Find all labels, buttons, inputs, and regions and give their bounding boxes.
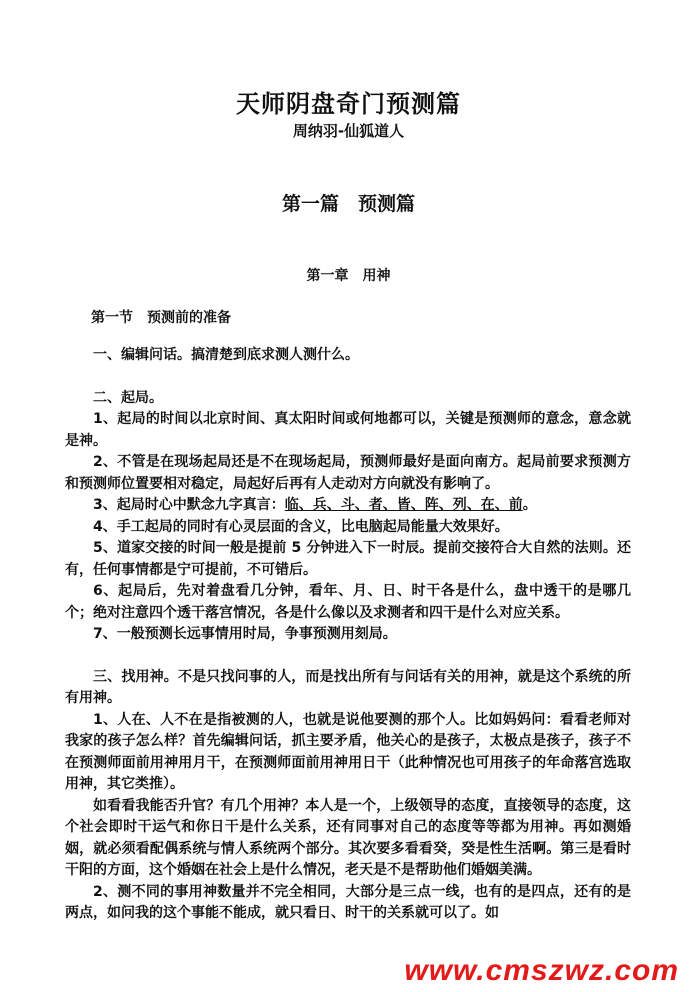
chapter-heading: 第一章 用神 [306,268,391,284]
item3-prefix: 3、起局时心中默念九字真言： [93,497,285,513]
paragraph: 6、起局后，先对着盘看几分钟，看年、月、日、时干各是什么，盘中透干的是哪几个；绝对注意四个透干落宫情况，各是什么像以及求测者和四干是什么对应关系。 [65,583,631,621]
paragraph: 2、测不同的事用神数量并不完全相同，大部分是三点一线，也有的是四点，还有的是两点，如问我的这个事能不能成，就只看日、时干的关系就可以了。如 [65,883,631,921]
mantra-underlined: 临、兵、斗、者、皆、阵、列、在、前 [284,497,523,513]
paragraph: 三、找用神。不是只找问事的人，而是找出所有与问话有关的用神，就是这个系统的所有用神。 [65,668,631,706]
document-title: 天师阴盘奇门预测篇 [236,90,461,118]
part-heading: 第一篇 预测篇 [281,193,415,215]
paragraph: 4、手工起局的同时有心灵层面的含义，比电脑起局能量大效果好。 [93,518,509,535]
paragraph: 二、起局。 [93,389,163,406]
paragraph: 如看看我能否升官？有几个用神？本人是一个，上级领导的态度，直接领导的态度，这个社会即时干运气和你日干是什么关系，还有同事对自己的态度等等都为用神。再如测婚姻，就必须看配偶系统与情人系统两个部分。其次要多看看癸，癸是性生活啊。第三是看时干阳的方面，这个婚姻在社会上是什么情况，老天是不是帮助他们婚姻美满。 [65,797,631,878]
body-text [65,345,631,925]
watermark: www.cmszwz.com [404,954,679,987]
item3-suffix: 。 [522,497,537,513]
paragraph: 1、起局的时间以北京时间、真太阳时间或何地都可以，关键是预测师的意念，意念就是神。 [65,411,631,449]
paragraph-item-3 [65,495,631,517]
paragraph: 5、道家交接的时间一般是提前 5 分钟进入下一时辰。提前交接符合大自然的法则。还有，任何事情都是宁可提前，不可错后。 [65,540,631,578]
section-heading: 第一节 预测前的准备 [91,310,231,326]
paragraph: 1、人在、人不在是指被测的人，也就是说他要测的那个人。比如妈妈问：看看老师对我家的孩子怎么样？首先编辑问话，抓主要矛盾，他关心的是孩子，太极点是孩子，孩子不在预测师面前用神用月干，在预测师面前用神用日干（此种情况也可用孩子的年命落宫选取用神，其它类推）。 [65,711,631,792]
author-line: 周纳羽-仙狐道人 [292,122,405,140]
paragraph: 7、一般预测长远事情用时局，争事预测用刻局。 [93,626,397,642]
paragraph: 2、不管是在现场起局还是不在现场起局，预测师最好是面向南方。起局前要求预测方和预测师位置要相对稳定，局起好后再有人走动对方向就没有影响了。 [65,454,631,492]
paragraph: 一、编辑问话。搞清楚到底求测人测什么。 [93,347,359,363]
